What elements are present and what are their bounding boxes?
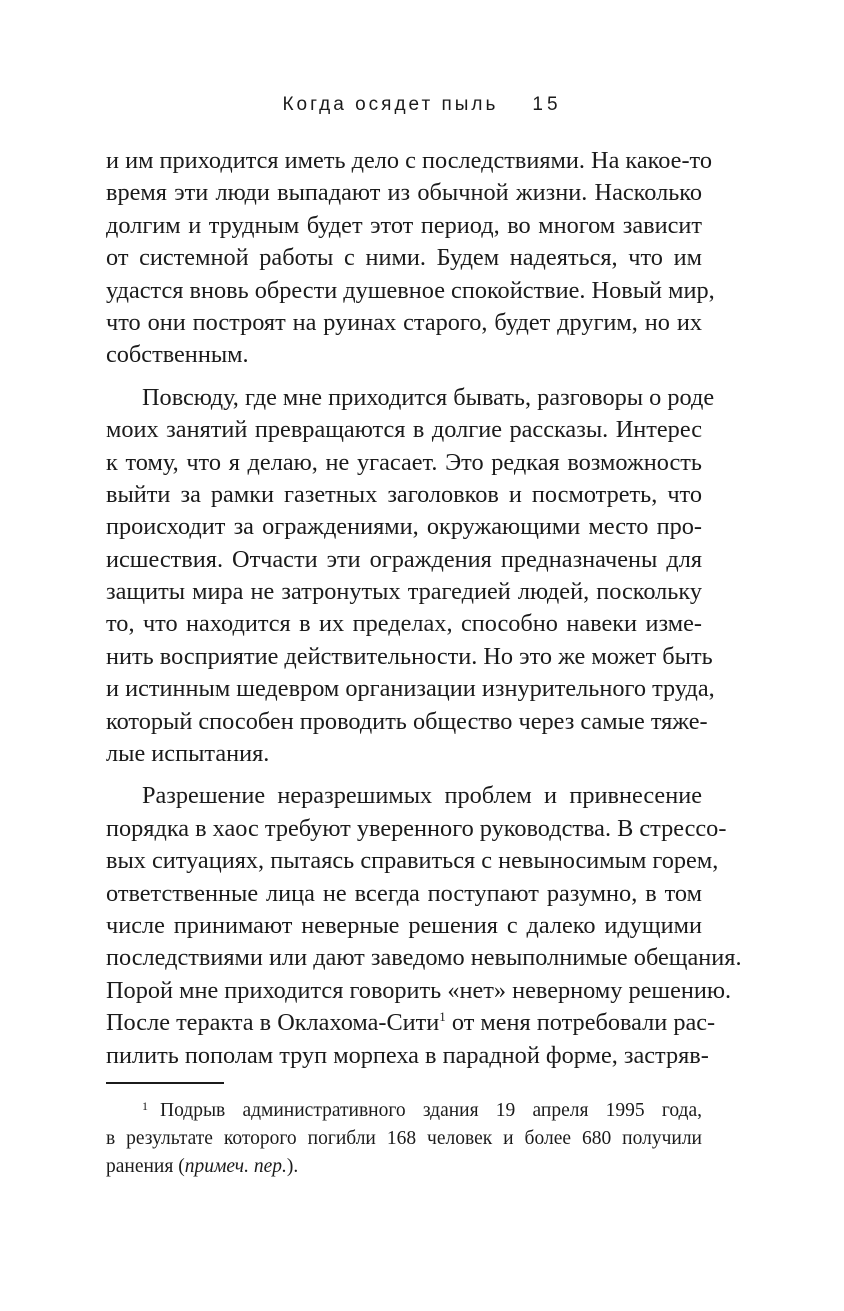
page-number: 15 [532,94,562,115]
text-line: собственным. [106,341,249,369]
text-line: вых ситуациях, пытаясь справиться с невыносимым горем, [106,847,719,875]
text-line: исшествия. Отчасти эти ограждения предназначены для [106,545,702,573]
text-line: лые испытания. [106,740,270,768]
text-line: пилить пополам труп морпеха в парадной форме, застряв- [106,1041,709,1069]
text-line: долгим и трудным будет этот период, во многом зависит [106,211,702,239]
text-line: время эти люди выпадают из обычной жизни. Насколько [106,179,702,207]
text-line: нить восприятие действительности. Но это же может быть [106,642,713,670]
footnote-line: в результате которого погибли 168 человек и более 680 получили [106,1128,702,1149]
footnote-text: ). [286,1156,299,1177]
text-line: ответственные лица не всегда поступают разумно, в том [106,879,702,907]
footnote-line [106,1153,702,1181]
running-head-title: Когда осядет пыль [282,94,499,115]
footnote-line [106,1097,702,1125]
text-line: Порой мне приходится говорить «нет» неверному решению. [106,976,732,1004]
text-line: защиты мира не затронутых трагедией людей, поскольку [106,578,702,606]
text-line: то, что находится в их пределах, способно навеки изме- [106,610,702,638]
footnote-marker: 1 [142,1099,148,1113]
text-line: Повсюду, где мне приходится бывать, разговоры о роде [142,383,715,411]
paragraph-1 [106,145,715,372]
footnote-text: ранения ( [106,1156,185,1177]
text-line: к тому, что я делаю, не угасает. Это редкая возможность [106,448,702,476]
body-text [106,145,742,1072]
footnote-text: Подрыв административного здания 19 апреля 1995 года, [160,1100,702,1121]
footnote-translator-note: примеч. пер. [184,1156,287,1177]
text-line: порядка в хаос требуют уверенного руководства. В стрессо- [106,814,727,842]
text-line: последствиями или дают заведомо невыполнимые обещания. [106,944,742,972]
text-fragment: от меня потребовали рас- [445,1009,716,1037]
text-line: Разрешение неразрешимых проблем и привнесение [142,782,702,810]
text-line: который способен проводить общество через самые тяже- [106,707,708,735]
text-line: что они построят на руинах старого, будет другим, но их [106,308,702,336]
text-line: от системной работы с ними. Будем надеяться, что им [106,244,702,272]
text-line: происходит за ограждениями, окружающими место про- [106,513,702,541]
footnote-divider [106,1082,224,1084]
text-line: удастся вновь обрести душевное спокойствие. Новый мир, [106,276,715,304]
paragraph-2 [106,382,715,771]
paragraph-3 [106,780,742,1072]
text-line: и истинным шедевром организации изнурительного труда, [106,675,715,703]
text-line: выйти за рамки газетных заголовков и посмотреть, что [106,480,702,508]
text-line: числе принимают неверные решения с далеко идущими [106,911,702,939]
text-line: моих занятий превращаются в долгие рассказы. Интерес [106,416,702,444]
text-fragment: После теракта в Оклахома-Сити [106,1009,440,1037]
footnote-reference: 1 [439,1009,446,1025]
footnote [106,1097,702,1181]
text-line-with-footnote-ref [106,1007,716,1039]
text-line: и им приходится иметь дело с последствиями. На какое-то [106,147,712,174]
running-head [0,94,844,116]
